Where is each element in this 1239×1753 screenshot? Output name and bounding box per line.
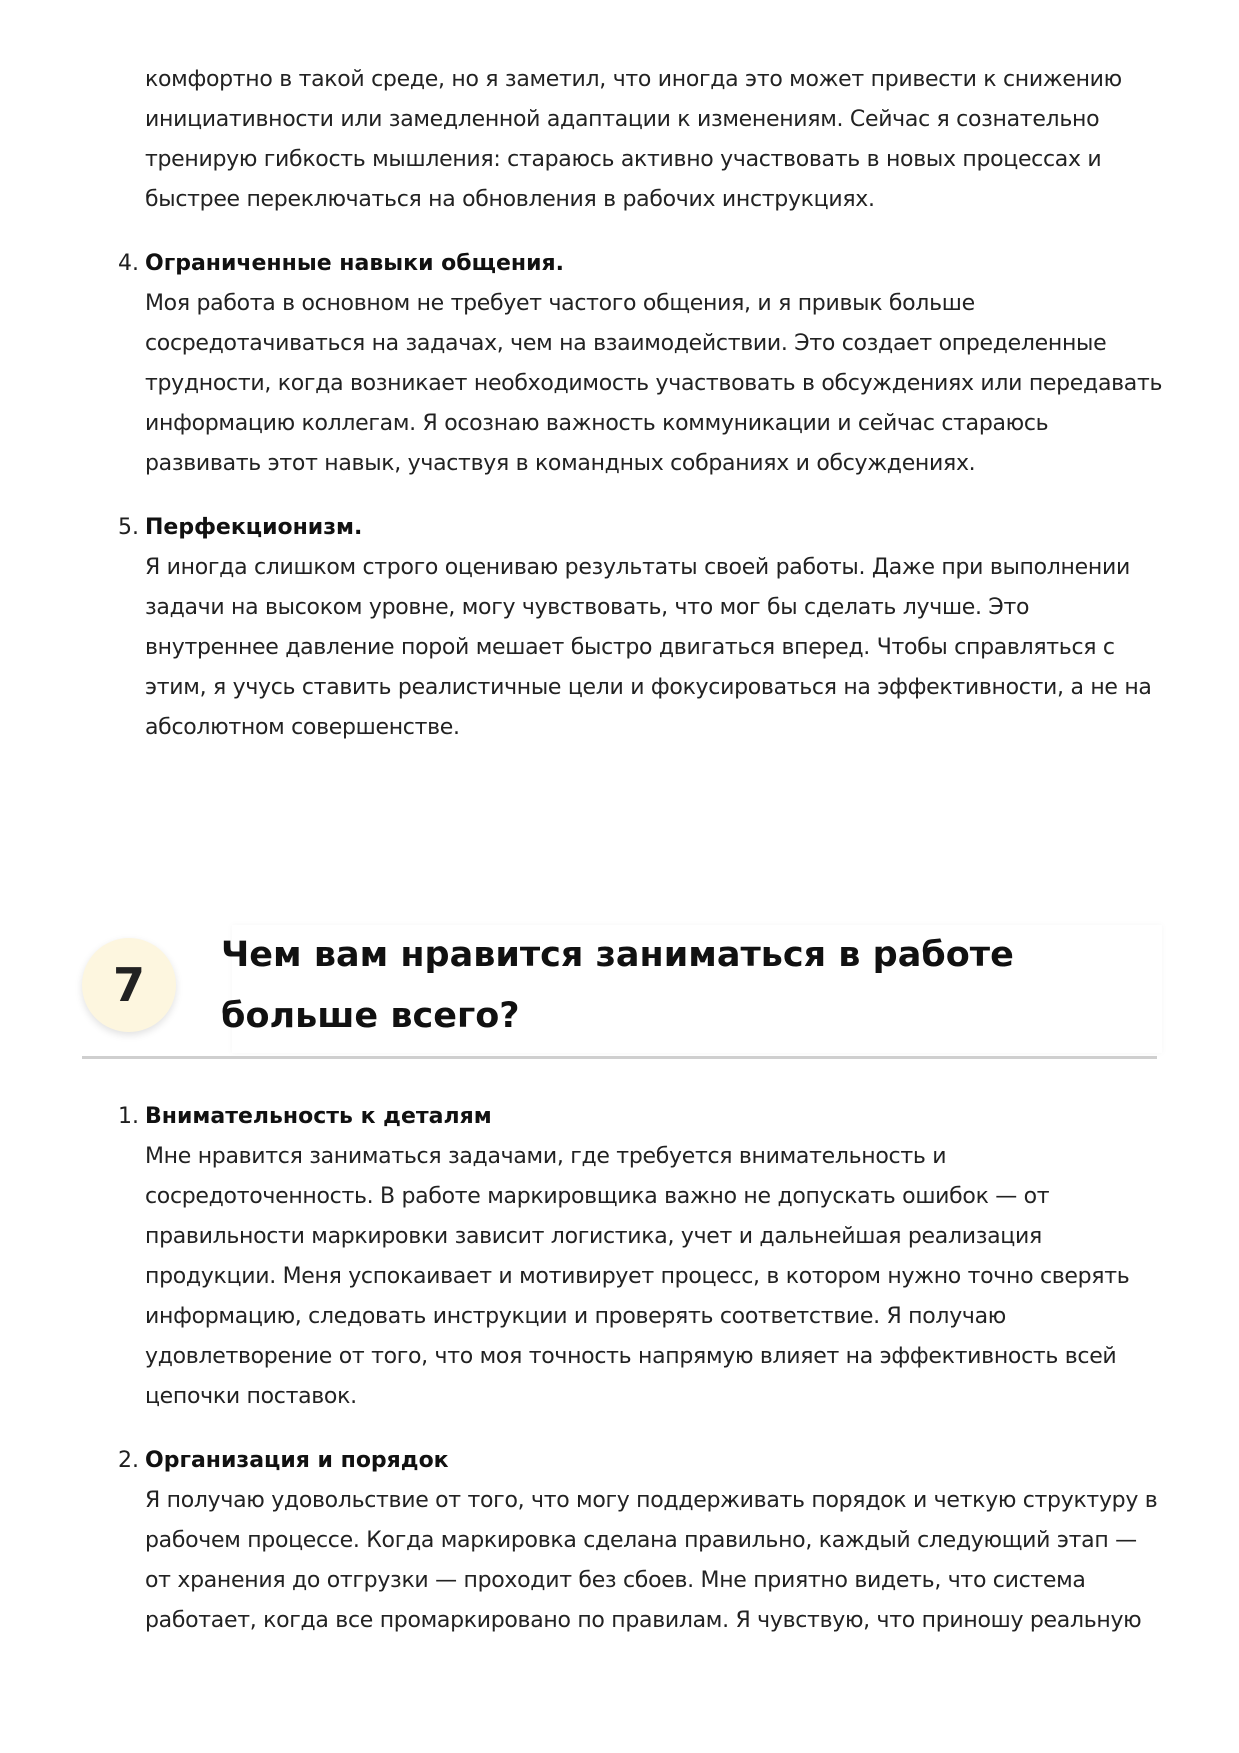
list-item-text: Я получаю удовольствие от того, что могу поддерживать порядок и четкую структуру в рабочем процессе. Когда маркировка сделана правильно, каждый следующий этап — от хранения до отгрузки — проходит без сбоев. Мне приятно видеть, что система работает, когда все промаркировано по правилам. Я чувствую, что приношу реальную: [145, 1488, 1158, 1633]
list-item-number: 2.: [118, 1448, 139, 1473]
list-item-number: 1.: [118, 1104, 139, 1129]
list-item: [0, 1441, 1239, 1641]
list-item-text: Мне нравится заниматься задачами, где требуется внимательность и сосредоточенность. В работе маркировщика важно не допускать ошибок — от правильности маркировки зависит логистика, учет и дальнейшая реализация продукции. Меня успокаивает и мотивирует процесс, в котором нужно точно сверять информацию, следовать инструкции и проверять соответствие. Я получаю удовлетворение от того, что моя точность напрямую влияет на эффективность всей цепочки поставок.: [145, 1144, 1130, 1409]
section-divider: [82, 1056, 1157, 1059]
list-item: [0, 508, 1239, 748]
continued-paragraph: [0, 60, 1239, 220]
weaknesses-list-continued: [0, 60, 1239, 748]
list-item-title: Внимательность к деталям: [145, 1104, 492, 1129]
list-item: [0, 1097, 1239, 1417]
paragraph-text: комфортно в такой среде, но я заметил, что иногда это может привести к снижению инициативности или замедленной адаптации к изменениям. Сейчас я сознательно тренирую гибкость мышления: стараюсь активно участвовать в новых процессах и быстрее переключаться на обновления в рабочих инструкциях.: [145, 67, 1122, 212]
list-item-number: 5.: [118, 515, 139, 540]
list-item-title: Ограниченные навыки общения.: [145, 251, 564, 276]
likes-list: [0, 1097, 1239, 1641]
list-item-title: Организация и порядок: [145, 1448, 449, 1473]
list-item: [0, 244, 1239, 484]
section-number-badge: 7: [82, 938, 176, 1032]
section-title: Чем вам нравится заниматься в работе больше всего?: [221, 935, 1014, 1036]
list-item-number: 4.: [118, 251, 139, 276]
list-item-text: Моя работа в основном не требует частого общения, и я привык больше сосредотачиваться на задачах, чем на взаимодействии. Это создает определенные трудности, когда возникает необходимость участвовать в обсуждениях или передавать информацию коллегам. Я осознаю важность коммуникации и сейчас стараюсь развивать этот навык, участвуя в командных собраниях и обсуждениях.: [145, 291, 1163, 476]
list-item-title: Перфекционизм.: [145, 515, 363, 540]
question-section-header: [82, 925, 1162, 1055]
list-item-text: Я иногда слишком строго оцениваю результаты своей работы. Даже при выполнении задачи на высоком уровне, могу чувствовать, что мог бы сделать лучше. Это внутреннее давление порой мешает быстро двигаться вперед. Чтобы справляться с этим, я учусь ставить реалистичные цели и фокусироваться на эффективности, а не на абсолютном совершенстве.: [145, 555, 1152, 740]
